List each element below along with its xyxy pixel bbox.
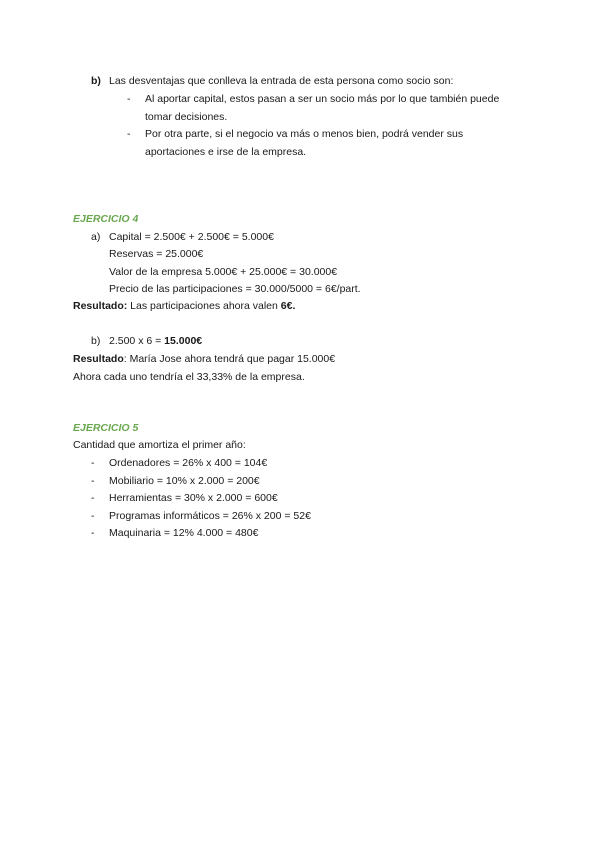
- list-dash: -: [91, 527, 95, 539]
- bullet-2-line-2: aportaciones e irse de la empresa.: [145, 146, 307, 158]
- list-item: Programas informáticos = 26% x 200 = 52€: [109, 510, 311, 522]
- ej4-b-marker: b): [91, 335, 101, 347]
- bullet-dash: -: [127, 93, 131, 105]
- list-dash: -: [91, 457, 95, 469]
- bullet-dash: -: [127, 128, 131, 140]
- bullet-1-line-2: tomar decisiones.: [145, 111, 228, 123]
- ej5-intro: Cantidad que amortiza el primer año:: [73, 439, 246, 451]
- list-dash: -: [91, 492, 95, 504]
- list-item: Mobiliario = 10% x 2.000 = 200€: [109, 475, 260, 487]
- ej4-a-line: Valor de la empresa 5.000€ + 25.000€ = 30.000€: [109, 266, 338, 278]
- list-item: Herramientas = 30% x 2.000 = 600€: [109, 492, 278, 504]
- list-dash: -: [91, 475, 95, 487]
- ejercicio-5-heading: EJERCICIO 5: [73, 422, 139, 434]
- list-item: Maquinaria = 12% 4.000 = 480€: [109, 527, 259, 539]
- section-b-marker: b): [91, 75, 101, 87]
- ej4-b-line: 2.500 x 6 = 15.000€: [109, 335, 203, 347]
- ej4-a-line: Reservas = 25.000€: [109, 248, 204, 260]
- ej4-a-marker: a): [91, 231, 101, 243]
- ej4-conclusion: Ahora cada uno tendría el 33,33% de la empresa.: [73, 371, 305, 383]
- ej4-a-line: Capital = 2.500€ + 2.500€ = 5.000€: [109, 231, 274, 243]
- ej4-a-line: Precio de las participaciones = 30.000/5000 = 6€/part.: [109, 283, 361, 295]
- list-dash: -: [91, 510, 95, 522]
- bullet-1-line-1: Al aportar capital, estos pasan a ser un socio más por lo que también puede: [145, 93, 500, 105]
- bullet-2-line-1: Por otra parte, si el negocio va más o menos bien, podrá vender sus: [145, 128, 464, 140]
- list-item: Ordenadores = 26% x 400 = 104€: [109, 457, 268, 469]
- ejercicio-4-heading: EJERCICIO 4: [73, 213, 139, 225]
- section-b-text: Las desventajas que conlleva la entrada de esta persona como socio son:: [109, 75, 454, 87]
- ej4-result-1: Resultado: Las participaciones ahora valen 6€.: [73, 300, 296, 312]
- ej4-result-2: Resultado: María Jose ahora tendrá que pagar 15.000€: [73, 353, 336, 365]
